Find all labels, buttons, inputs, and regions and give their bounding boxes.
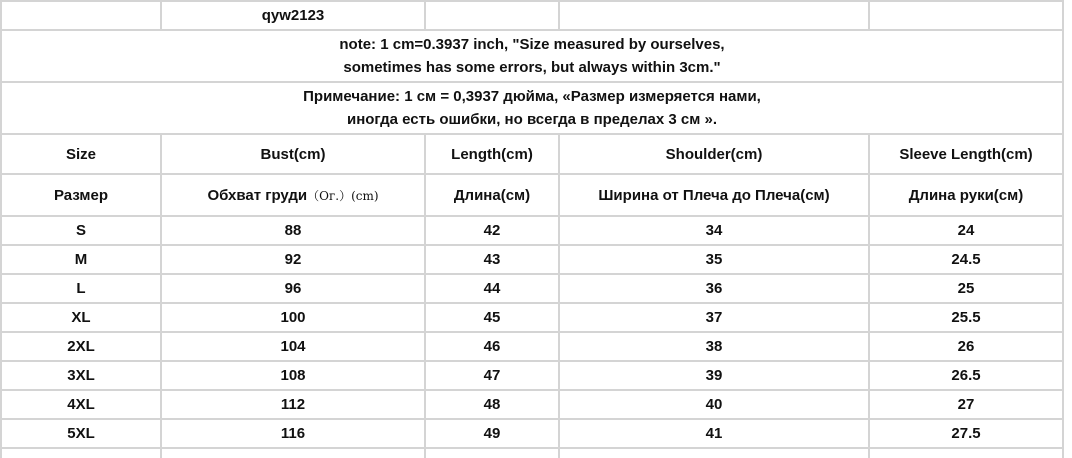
empty-cell[interactable] — [425, 448, 559, 458]
size-cell[interactable]: L — [1, 274, 161, 303]
note-ru-row — [1, 82, 1063, 134]
table-row — [1, 332, 1063, 361]
product-code[interactable]: qyw2123 — [161, 1, 425, 30]
size-cell[interactable]: 4XL — [1, 390, 161, 419]
shoulder-cell[interactable]: 40 — [559, 390, 869, 419]
header-row-russian — [1, 174, 1063, 216]
sleeve-cell[interactable]: 26.5 — [869, 361, 1063, 390]
empty-cell[interactable] — [1, 448, 161, 458]
empty-cell[interactable] — [161, 448, 425, 458]
shoulder-cell[interactable]: 35 — [559, 245, 869, 274]
empty-cell[interactable] — [425, 1, 559, 30]
header-bust-ru[interactable] — [161, 174, 425, 216]
size-cell[interactable]: 5XL — [1, 419, 161, 448]
table-row — [1, 274, 1063, 303]
table-row — [1, 216, 1063, 245]
length-cell[interactable]: 48 — [425, 390, 559, 419]
length-cell[interactable]: 49 — [425, 419, 559, 448]
size-cell[interactable]: M — [1, 245, 161, 274]
header-bust-ru-unit: （Ог.）(cm) — [307, 188, 379, 203]
bust-cell[interactable]: 88 — [161, 216, 425, 245]
empty-cell[interactable] — [559, 1, 869, 30]
size-cell[interactable]: S — [1, 216, 161, 245]
header-bust-ru-main: Обхват груди — [207, 186, 308, 204]
shoulder-cell[interactable]: 41 — [559, 419, 869, 448]
bust-cell[interactable]: 112 — [161, 390, 425, 419]
sleeve-cell[interactable]: 27 — [869, 390, 1063, 419]
bust-cell[interactable]: 92 — [161, 245, 425, 274]
empty-cell[interactable] — [559, 448, 869, 458]
length-cell[interactable]: 43 — [425, 245, 559, 274]
note-russian-line-1: Примечание: 1 см = 0,3937 дюйма, «Размер измеряется нами, — [303, 88, 761, 105]
note-english-line-2: sometimes has some errors, but always within 3cm." — [343, 59, 721, 76]
length-cell[interactable]: 47 — [425, 361, 559, 390]
bust-cell[interactable]: 104 — [161, 332, 425, 361]
bust-cell[interactable]: 96 — [161, 274, 425, 303]
header-row-english — [1, 134, 1063, 174]
empty-cell[interactable] — [1, 1, 161, 30]
table-row — [1, 390, 1063, 419]
size-cell[interactable]: 2XL — [1, 332, 161, 361]
header-sleeve-length[interactable]: Sleeve Length(cm) — [869, 134, 1063, 174]
header-size[interactable]: Size — [1, 134, 161, 174]
length-cell[interactable]: 44 — [425, 274, 559, 303]
table-row — [1, 419, 1063, 448]
bust-cell[interactable]: 116 — [161, 419, 425, 448]
header-sleeve-ru[interactable]: Длина руки(см) — [869, 174, 1063, 216]
header-shoulder-ru[interactable]: Ширина от Плеча до Плеча(см) — [559, 174, 869, 216]
shoulder-cell[interactable]: 38 — [559, 332, 869, 361]
shoulder-cell[interactable]: 37 — [559, 303, 869, 332]
note-en-row — [1, 30, 1063, 82]
sleeve-cell[interactable]: 26 — [869, 332, 1063, 361]
note-english-line-1: note: 1 cm=0.3937 inch, "Size measured by ourselves, — [339, 36, 725, 53]
header-shoulder[interactable]: Shoulder(cm) — [559, 134, 869, 174]
sleeve-cell[interactable]: 25 — [869, 274, 1063, 303]
sleeve-cell[interactable]: 24.5 — [869, 245, 1063, 274]
header-size-ru[interactable]: Размер — [1, 174, 161, 216]
bust-cell[interactable]: 108 — [161, 361, 425, 390]
product-code-row — [1, 1, 1063, 30]
note-russian[interactable] — [1, 82, 1063, 134]
table-row — [1, 245, 1063, 274]
shoulder-cell[interactable]: 36 — [559, 274, 869, 303]
header-length[interactable]: Length(cm) — [425, 134, 559, 174]
trailing-row — [1, 448, 1063, 458]
sheet-right-margin — [1062, 0, 1072, 458]
table-row — [1, 303, 1063, 332]
empty-cell[interactable] — [869, 448, 1063, 458]
note-russian-line-2: иногда есть ошибки, но всегда в пределах 3 см ». — [346, 111, 718, 128]
note-english[interactable] — [1, 30, 1063, 82]
empty-cell[interactable] — [869, 1, 1063, 30]
shoulder-cell[interactable]: 34 — [559, 216, 869, 245]
bust-cell[interactable]: 100 — [161, 303, 425, 332]
table-row — [1, 361, 1063, 390]
sleeve-cell[interactable]: 25.5 — [869, 303, 1063, 332]
length-cell[interactable]: 45 — [425, 303, 559, 332]
length-cell[interactable]: 46 — [425, 332, 559, 361]
sleeve-cell[interactable]: 24 — [869, 216, 1063, 245]
header-bust[interactable]: Bust(cm) — [161, 134, 425, 174]
header-length-ru[interactable]: Длина(см) — [425, 174, 559, 216]
sleeve-cell[interactable]: 27.5 — [869, 419, 1063, 448]
size-cell[interactable]: XL — [1, 303, 161, 332]
length-cell[interactable]: 42 — [425, 216, 559, 245]
size-cell[interactable]: 3XL — [1, 361, 161, 390]
shoulder-cell[interactable]: 39 — [559, 361, 869, 390]
